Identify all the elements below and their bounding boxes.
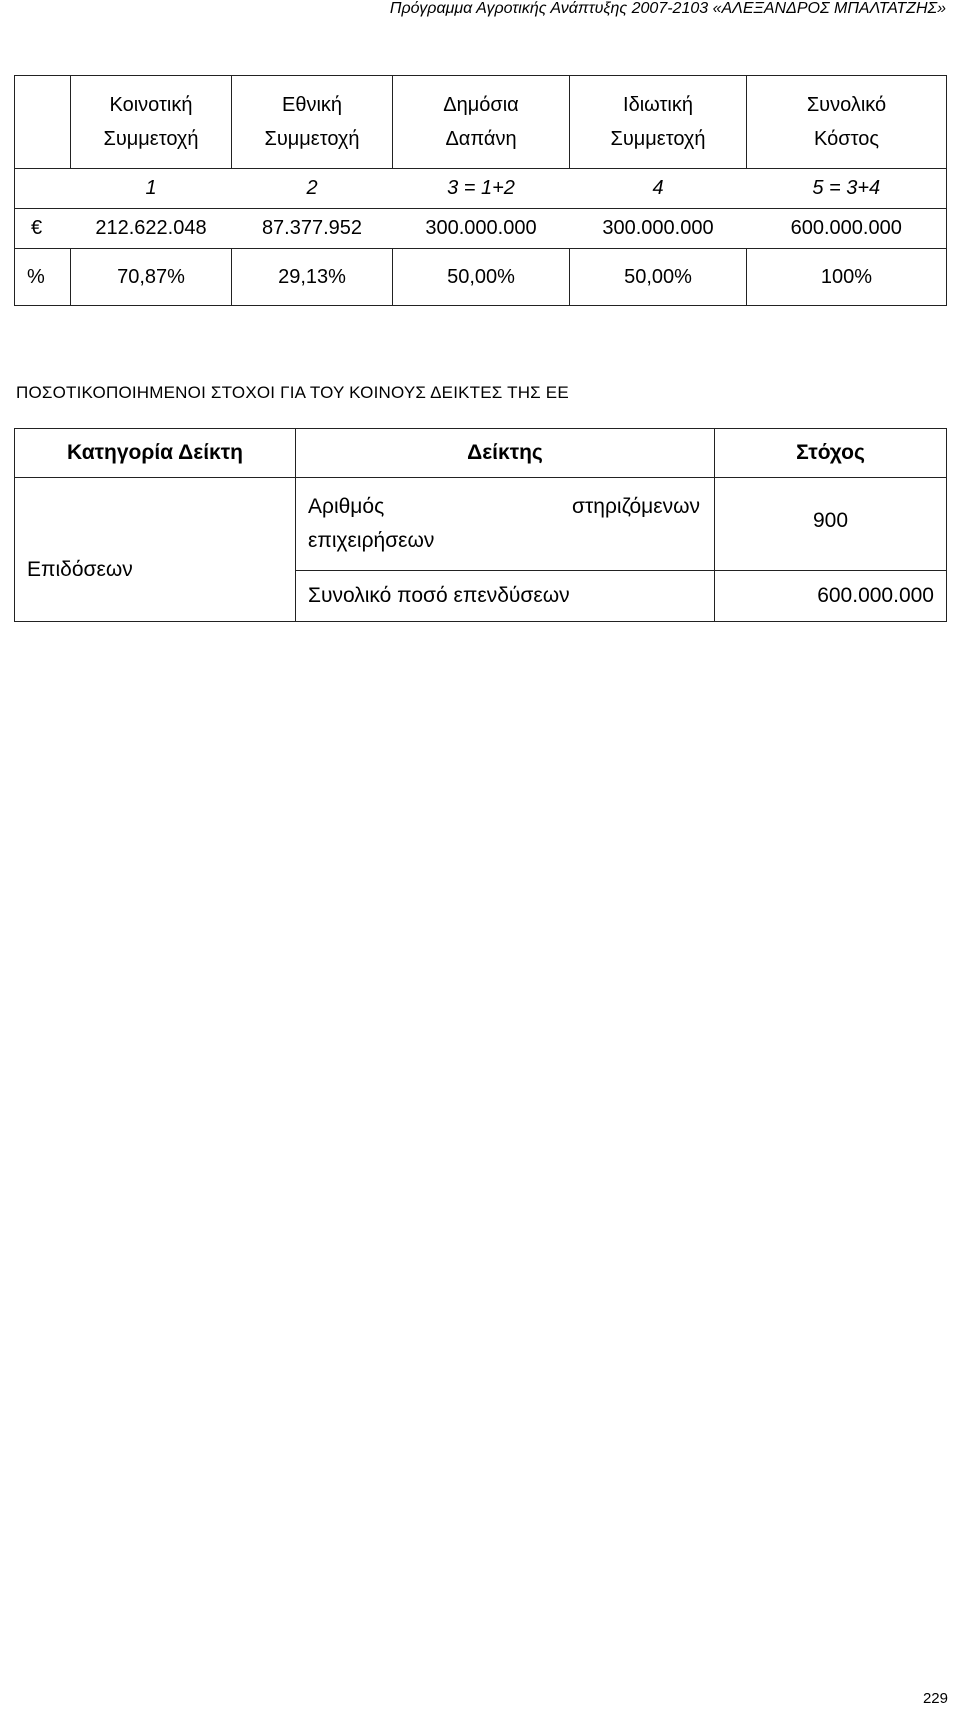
euro-value-cell: 87.377.952 — [232, 209, 393, 249]
funding-header-cell: Εθνική Συμμετοχή — [232, 76, 393, 169]
funding-euro-row — [15, 209, 947, 249]
funding-header-blank — [15, 76, 71, 169]
indicator-table — [14, 428, 947, 622]
percent-value-cell: 100% — [747, 249, 947, 306]
euro-value-cell: 600.000.000 — [747, 209, 947, 249]
funding-index-cell: 1 — [71, 169, 232, 209]
euro-unit-label: € — [15, 209, 71, 249]
funding-index-cell: 5 = 3+4 — [747, 169, 947, 209]
percent-unit-label: % — [15, 249, 71, 306]
percent-value-cell: 50,00% — [570, 249, 747, 306]
indicator-header-indicator: Δείκτης — [296, 429, 715, 478]
indicator-name-word: στηριζόμενων — [572, 495, 700, 518]
funding-table — [14, 75, 947, 306]
funding-header-cell: Δημόσια Δαπάνη — [393, 76, 570, 169]
indicator-name-line: επιχειρήσεων — [308, 529, 435, 552]
funding-index-cell: 2 — [232, 169, 393, 209]
indicator-row — [15, 478, 947, 571]
funding-header-row — [15, 76, 947, 169]
funding-header-cell: Κοινοτική Συμμετοχή — [71, 76, 232, 169]
percent-value-cell: 50,00% — [393, 249, 570, 306]
indicator-header-category: Κατηγορία Δείκτη — [15, 429, 296, 478]
percent-value-cell: 29,13% — [232, 249, 393, 306]
section-heading: ΠΟΣΟΤΙΚΟΠΟΙΗΜΕΝΟΙ ΣΤΟΧΟΙ ΓΙΑ ΤΟΥ ΚΟΙΝΟΥΣ ΔΕΙΚΤΕΣ ΤΗΣ ΕΕ — [16, 383, 569, 402]
funding-percent-row — [15, 249, 947, 306]
euro-value-cell: 212.622.048 — [71, 209, 232, 249]
indicator-name-word: Αριθμός — [308, 495, 385, 518]
page-number: 229 — [922, 1690, 948, 1707]
funding-index-row — [15, 169, 947, 209]
indicator-name-cell: Συνολικό ποσό επενδύσεων — [296, 571, 715, 622]
indicator-target-cell: 900 — [715, 478, 947, 571]
percent-value-cell: 70,87% — [71, 249, 232, 306]
funding-header-cell: Ιδιωτική Συμμετοχή — [570, 76, 747, 169]
indicator-category-cell: Επιδόσεων — [15, 478, 296, 622]
indicator-header-row — [15, 429, 947, 478]
indicator-header-target: Στόχος — [715, 429, 947, 478]
funding-index-blank — [15, 169, 71, 209]
euro-value-cell: 300.000.000 — [393, 209, 570, 249]
euro-value-cell: 300.000.000 — [570, 209, 747, 249]
indicator-name-cell — [296, 478, 715, 571]
funding-header-cell: Συνολικό Κόστος — [747, 76, 947, 169]
indicator-target-cell: 600.000.000 — [715, 571, 947, 622]
funding-index-cell: 4 — [570, 169, 747, 209]
funding-index-cell: 3 = 1+2 — [393, 169, 570, 209]
page-header-title: Πρόγραμμα Αγροτικής Ανάπτυξης 2007-2103 «ΑΛΕΞΑΝΔΡΟΣ ΜΠΑΛΤΑΤΖΗΣ» — [389, 0, 946, 17]
